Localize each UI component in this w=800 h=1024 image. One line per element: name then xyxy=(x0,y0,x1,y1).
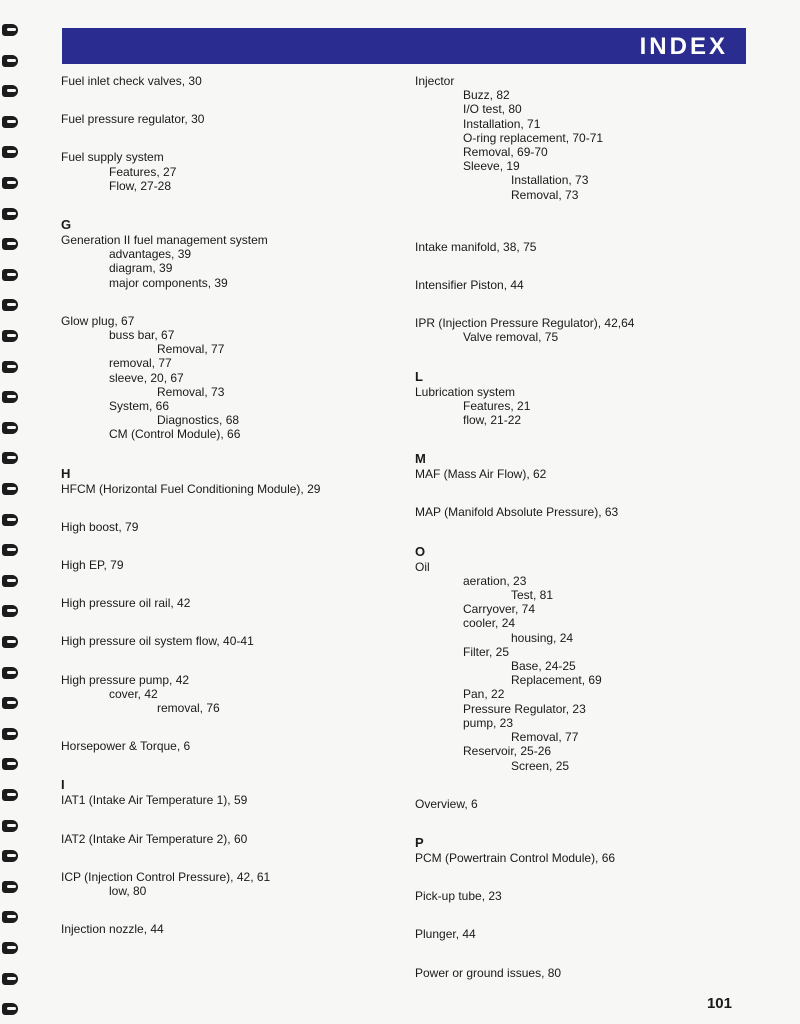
binding-ring xyxy=(2,697,18,709)
binding-ring xyxy=(2,514,18,526)
index-subentry: Buzz, 82 xyxy=(463,88,510,103)
index-subentry: I/O test, 80 xyxy=(463,102,522,117)
index-entry: High boost, 79 xyxy=(61,519,139,534)
index-entry: IAT2 (Intake Air Temperature 2), 60 xyxy=(61,831,248,846)
index-subentry: diagram, 39 xyxy=(109,261,173,276)
index-subsubentry: housing, 24 xyxy=(511,630,574,645)
index-entry: Injection nozzle, 44 xyxy=(61,922,164,937)
binding-ring xyxy=(2,758,18,770)
index-subentry: CM (Control Module), 66 xyxy=(109,427,241,442)
binding-ring xyxy=(2,208,18,220)
binding-ring xyxy=(2,850,18,862)
index-subsubentry: Replacement, 69 xyxy=(511,673,602,688)
index-subentry: sleeve, 20, 67 xyxy=(109,370,184,385)
binding-ring xyxy=(2,177,18,189)
index-entry: Intake manifold, 38, 75 xyxy=(415,239,537,254)
spiral-binding xyxy=(0,0,24,1024)
index-subentry: cooler, 24 xyxy=(463,616,516,631)
binding-ring xyxy=(2,728,18,740)
index-entry: Generation II fuel management system xyxy=(61,233,268,248)
index-entry: Fuel pressure regulator, 30 xyxy=(61,112,205,127)
index-entry: MAP (Manifold Absolute Pressure), 63 xyxy=(415,505,619,520)
index-subentry: O-ring replacement, 70-71 xyxy=(463,130,604,145)
index-entry: Plunger, 44 xyxy=(415,927,476,942)
binding-ring xyxy=(2,911,18,923)
index-entry: Intensifier Piston, 44 xyxy=(415,278,524,293)
index-entry: MAF (Mass Air Flow), 62 xyxy=(415,467,547,482)
binding-ring xyxy=(2,391,18,403)
index-subentry: advantages, 39 xyxy=(109,247,192,262)
index-subentry: Flow, 27-28 xyxy=(109,178,172,193)
section-letter-m: M xyxy=(415,451,426,467)
binding-ring xyxy=(2,238,18,250)
binding-ring xyxy=(2,85,18,97)
binding-ring xyxy=(2,575,18,587)
binding-ring xyxy=(2,422,18,434)
index-subentry: Carryover, 74 xyxy=(463,602,536,617)
index-subsubentry: Screen, 25 xyxy=(511,758,570,773)
index-subsubentry: Removal, 77 xyxy=(511,730,579,745)
index-entry: High pressure pump, 42 xyxy=(61,672,190,687)
section-letter-o: O xyxy=(415,543,426,559)
index-subentry: Installation, 71 xyxy=(463,116,541,131)
index-subentry: Features, 21 xyxy=(463,398,531,413)
page-number: 101 xyxy=(706,995,732,1012)
binding-ring xyxy=(2,361,18,373)
index-entry: Fuel inlet check valves, 30 xyxy=(61,74,202,88)
binding-ring xyxy=(2,605,18,617)
binding-ring xyxy=(2,452,18,464)
index-subentry: aeration, 23 xyxy=(463,573,527,588)
binding-ring xyxy=(2,789,18,801)
index-entry: IAT1 (Intake Air Temperature 1), 59 xyxy=(61,793,248,808)
binding-ring xyxy=(2,24,18,36)
index-subsubentry: removal, 76 xyxy=(157,701,220,716)
section-letter-g: G xyxy=(61,217,72,233)
index-entry: High pressure oil system flow, 40-41 xyxy=(61,634,254,649)
binding-ring xyxy=(2,667,18,679)
index-column-left xyxy=(61,74,401,937)
index-entry: Injector xyxy=(415,74,455,88)
index-header-bar xyxy=(62,28,746,64)
binding-ring xyxy=(2,1003,18,1015)
binding-ring xyxy=(2,55,18,67)
index-subentry: System, 66 xyxy=(109,399,170,414)
index-subsubentry: Base, 24-25 xyxy=(511,659,576,674)
index-entry: HFCM (Horizontal Fuel Conditioning Module), 29 xyxy=(61,481,321,496)
binding-ring xyxy=(2,483,18,495)
index-subentry: Pressure Regulator, 23 xyxy=(463,701,586,716)
index-entry: Fuel supply system xyxy=(61,150,164,165)
section-letter-i: I xyxy=(61,777,65,793)
index-subsubentry: Test, 81 xyxy=(511,588,554,603)
index-entry: Lubrication system xyxy=(415,384,516,399)
index-subentry: major components, 39 xyxy=(109,275,228,290)
binding-ring xyxy=(2,973,18,985)
index-subentry: Reservoir, 25-26 xyxy=(463,744,552,759)
binding-ring xyxy=(2,116,18,128)
index-subentry: low, 80 xyxy=(109,884,147,899)
index-subentry: Sleeve, 19 xyxy=(463,159,520,174)
index-subentry: Features, 27 xyxy=(109,164,177,179)
binding-ring xyxy=(2,820,18,832)
section-letter-l: L xyxy=(415,368,423,384)
index-subentry: Pan, 22 xyxy=(463,687,505,702)
binding-ring xyxy=(2,636,18,648)
page-title: INDEX xyxy=(639,33,728,60)
index-subsubentry: Removal, 73 xyxy=(157,384,225,399)
binding-ring xyxy=(2,881,18,893)
index-entry: Oil xyxy=(415,559,430,574)
index-subsubentry: Diagnostics, 68 xyxy=(157,413,240,428)
binding-ring xyxy=(2,269,18,281)
index-entry: ICP (Injection Control Pressure), 42, 61 xyxy=(61,869,271,884)
index-entry: High EP, 79 xyxy=(61,558,124,573)
index-entry: Pick-up tube, 23 xyxy=(415,889,502,904)
binding-ring xyxy=(2,330,18,342)
index-entry: Horsepower & Torque, 6 xyxy=(61,739,191,754)
index-subentry: cover, 42 xyxy=(109,686,158,701)
index-subsubentry: Installation, 73 xyxy=(511,173,589,188)
index-subentry: pump, 23 xyxy=(463,715,514,730)
section-letter-p: P xyxy=(415,834,424,850)
index-subsubentry: Removal, 73 xyxy=(511,187,579,202)
index-subentry: flow, 21-22 xyxy=(463,413,522,428)
index-subentry: Valve removal, 75 xyxy=(463,330,559,345)
index-entry: High pressure oil rail, 42 xyxy=(61,596,191,611)
index-subentry: Filter, 25 xyxy=(463,644,510,659)
index-entry: Overview, 6 xyxy=(415,796,478,811)
binding-ring xyxy=(2,544,18,556)
index-column-right xyxy=(415,74,755,980)
index-entry: Glow plug, 67 xyxy=(61,313,135,328)
index-subentry: buss bar, 67 xyxy=(109,328,175,343)
binding-ring xyxy=(2,299,18,311)
index-entry: IPR (Injection Pressure Regulator), 42,64 xyxy=(415,316,635,331)
binding-ring xyxy=(2,146,18,158)
index-entry: Power or ground issues, 80 xyxy=(415,965,562,980)
index-subentry: Removal, 69-70 xyxy=(463,145,548,160)
index-subentry: removal, 77 xyxy=(109,356,172,371)
index-entry: PCM (Powertrain Control Module), 66 xyxy=(415,850,616,865)
index-subsubentry: Removal, 77 xyxy=(157,342,225,357)
section-letter-h: H xyxy=(61,465,71,481)
binding-ring xyxy=(2,942,18,954)
